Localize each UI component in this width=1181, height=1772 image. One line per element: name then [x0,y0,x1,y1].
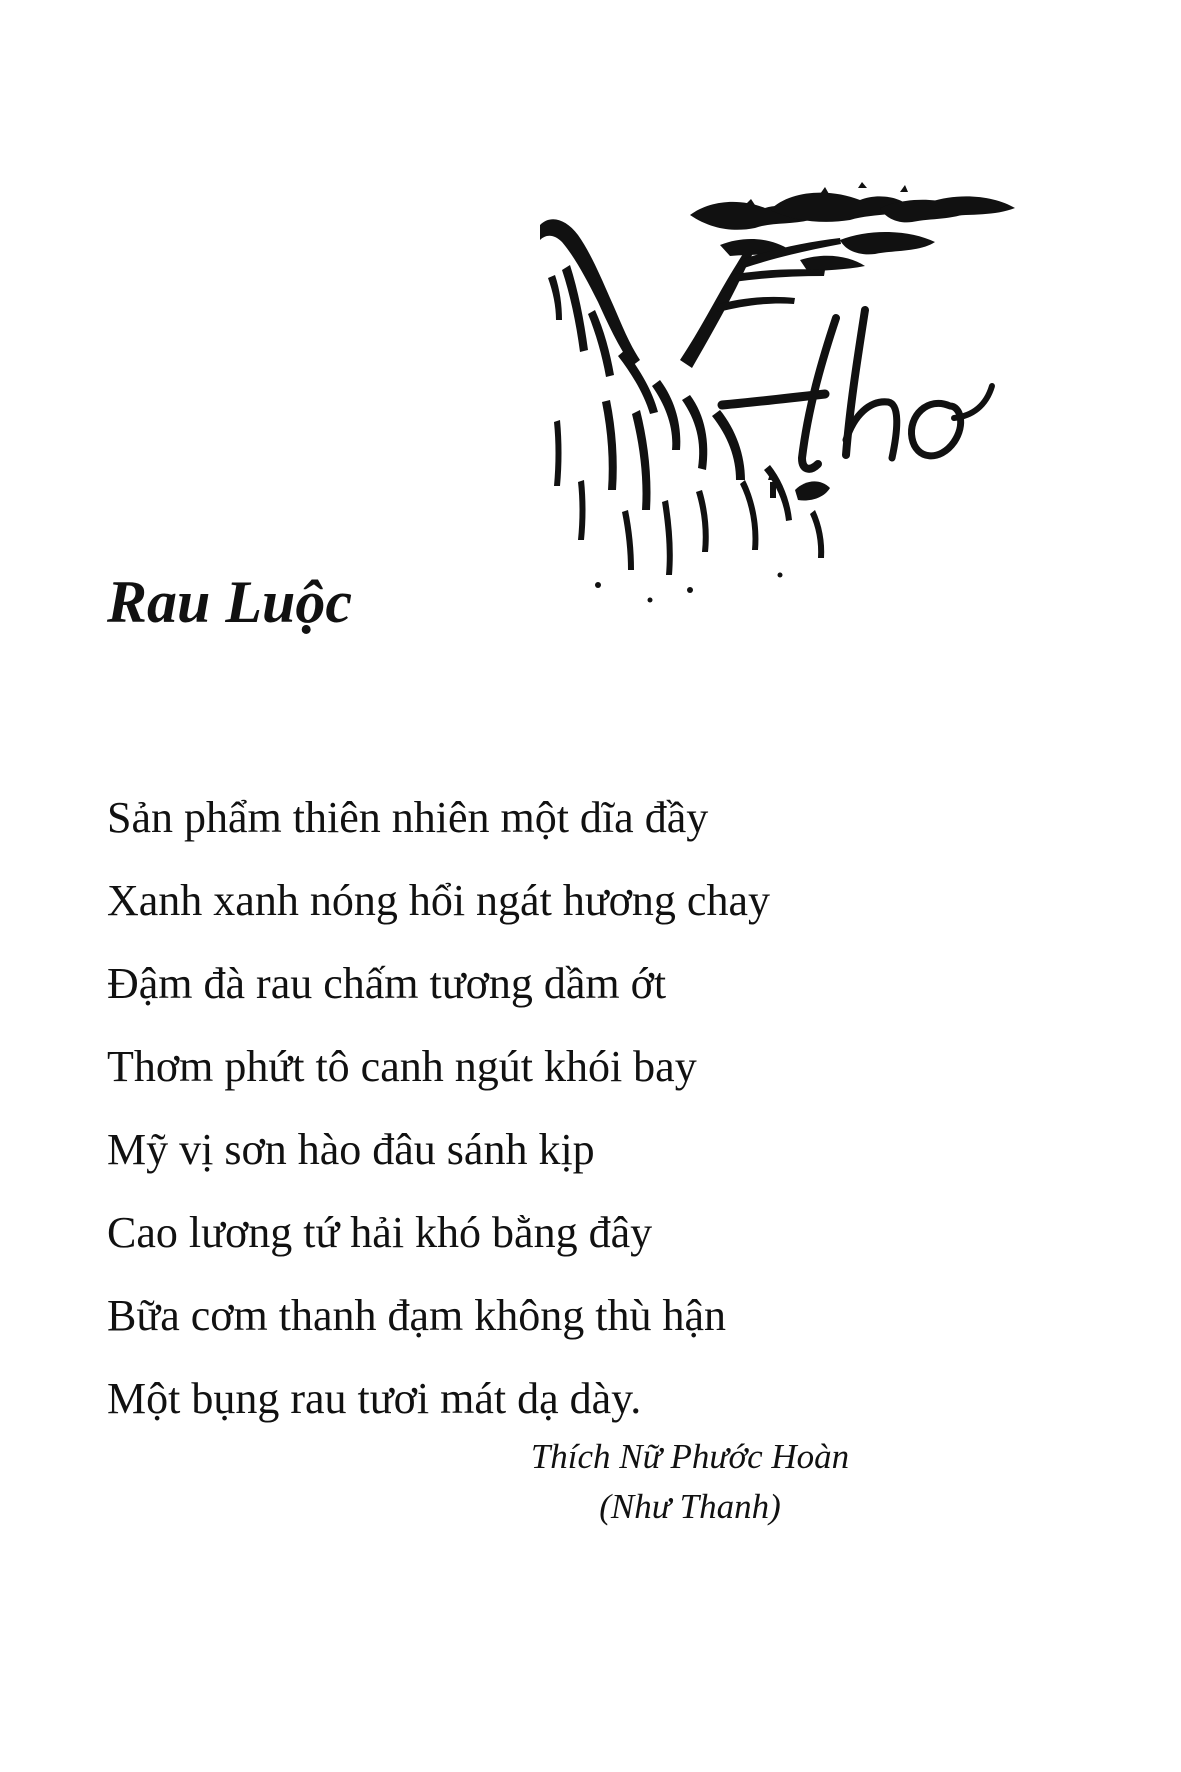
poem-verse: Thơm phứt tô canh ngút khói bay [107,1042,697,1091]
poem-title: Rau Luộc [107,569,353,635]
poem-verse: Sản phẩm thiên nhiên một dĩa đầy [107,793,709,842]
poem-verse: Cao lương tứ hải khó bằng đây [107,1208,653,1257]
poem-verse: Bữa cơm thanh đạm không thù hận [107,1291,727,1340]
poem-verses [107,776,770,1440]
poem-verse: Mỹ vị sơn hào đâu sánh kịp [107,1125,595,1174]
poem-verse: Đậm đà rau chấm tương dầm ớt [107,959,667,1008]
author-pen-name: (Như Thanh) [599,1487,781,1526]
poem-verse: Xanh xanh nóng hổi ngát hương chay [107,876,770,925]
poem-verse: Một bụng rau tươi mát dạ dày. [107,1374,642,1423]
ink-pine-cliff-illustration [540,180,1100,650]
author-name: Thích Nữ Phước Hoàn [530,1437,850,1476]
poem-attribution [500,1432,880,1532]
